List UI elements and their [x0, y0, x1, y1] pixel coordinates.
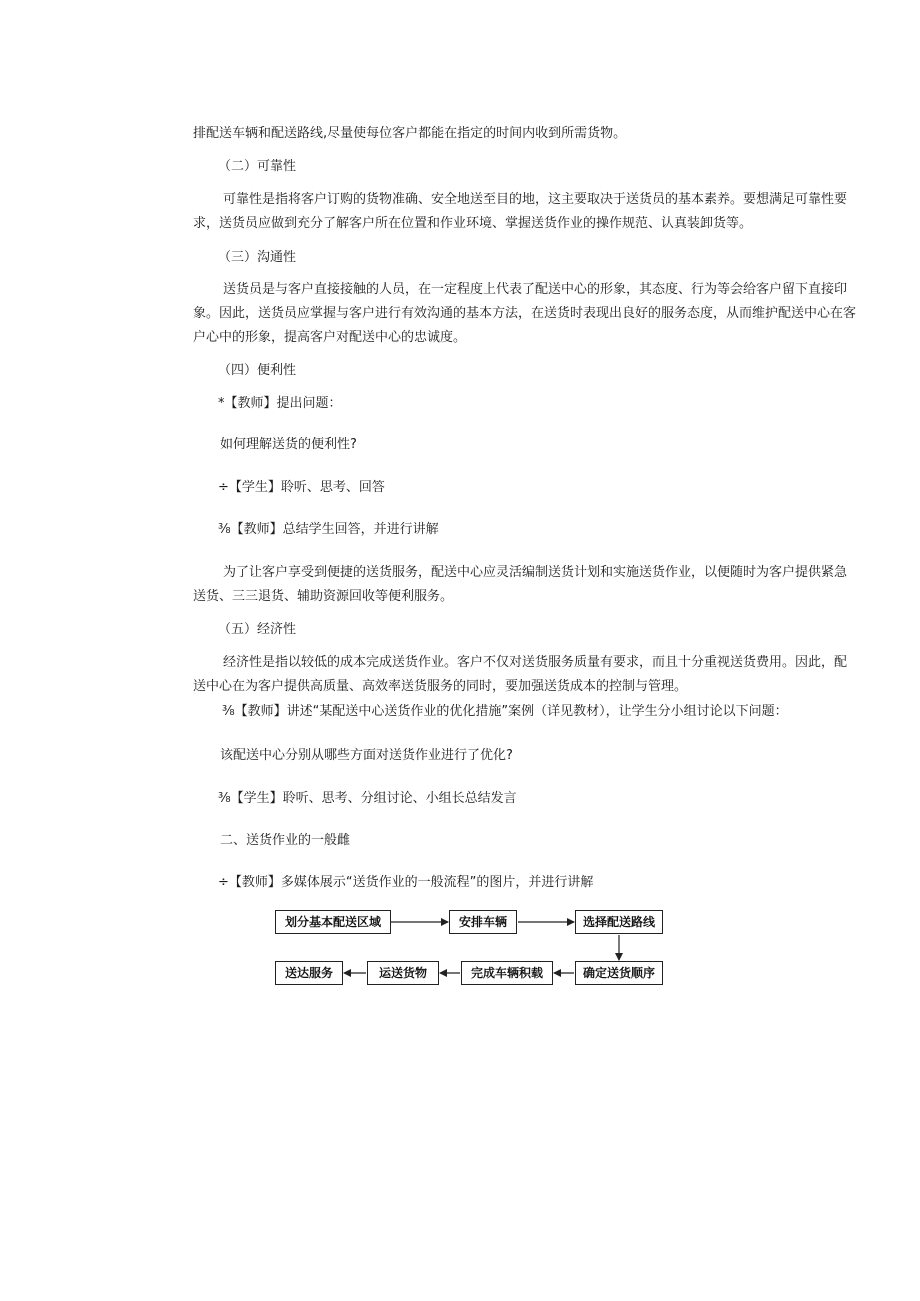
teacher-line: ⅜【教师】讲述“某配送中心送货作业的优化措施”案例（详见教材），让学生分小组讨论以下问题： — [222, 704, 788, 719]
student-line: ÷【学生】聆听、思考、回答 — [218, 480, 385, 495]
teacher-line: ÷【教师】多媒体展示“送货作业的一般流程”的图片，并进行讲解 — [218, 875, 594, 890]
paragraph-line: 可靠性是指将客户订购的货物准确、安全地送至目的地，这主要取决于送货员的基本素养。要想满足可靠性要 — [223, 192, 848, 207]
flow-step-transport-goods: 运送货物 — [367, 961, 439, 985]
question-line: 如何理解送货的便利性? — [220, 437, 357, 452]
section-heading: （五）经济性 — [218, 622, 297, 637]
flow-step-deliver-service: 送达服务 — [275, 961, 343, 985]
paragraph-line: 送货员是与客户直接接触的人员，在一定程度上代表了配送中心的形象，其态度、行为等会给客户留下直接印 — [223, 282, 848, 297]
paragraph-line: 经济性是指以较低的成本完成送货作业。客户不仅对送货服务质量有要求，而且十分重视送货费用。因此，配 — [223, 655, 848, 670]
flow-step-select-route: 选择配送路线 — [575, 910, 663, 934]
paragraph-line: 象。因此，送货员应掌握与客户进行有效沟通的基本方法，在送货时表现出良好的服务态度，从而维护配送中心在客 — [193, 306, 857, 321]
teacher-line: ⅜【教师】总结学生回答，并进行讲解 — [218, 522, 439, 537]
paragraph-line: 为了让客户享受到便捷的送货服务，配送中心应灵活编制送货计划和实施送货作业，以便随时为客户提供紧急 — [223, 565, 848, 580]
question-line: 该配送中心分别从哪些方面对送货作业进行了优化? — [220, 748, 513, 763]
section-heading: （三）沟通性 — [218, 250, 297, 265]
section-heading: （四）便利性 — [218, 363, 297, 378]
paragraph-line: 排配送车辆和配送路线,尽量使每位客户都能在指定的时间内收到所需货物。 — [193, 126, 627, 141]
paragraph-line: 户心中的形象，提高客户对配送中心的忠诚度。 — [193, 330, 467, 345]
paragraph-line: 求，送货员应做到充分了解客户所在位置和作业环境、掌握送货作业的操作规范、认真装卸货等。 — [193, 216, 753, 231]
section-heading: （二）可靠性 — [218, 159, 297, 174]
flow-step-vehicle-loading: 完成车辆积载 — [461, 961, 553, 985]
teacher-line: *【教师】提出问题： — [218, 396, 342, 411]
student-line: ⅜【学生】聆听、思考、分组讨论、小组长总结发言 — [218, 791, 517, 806]
paragraph-line: 送货、三三退货、辅助资源回收等便利服务。 — [193, 589, 454, 604]
section-title: 二、送货作业的一般雌 — [220, 833, 351, 848]
paragraph-line: 送中心在为客户提供高质量、高效率送货服务的同时，要加强送货成本的控制与管理。 — [193, 679, 688, 694]
flow-step-divide-area: 划分基本配送区域 — [275, 910, 391, 934]
flow-step-arrange-vehicles: 安排车辆 — [449, 910, 517, 934]
flow-step-delivery-order: 确定送货顺序 — [575, 961, 663, 985]
